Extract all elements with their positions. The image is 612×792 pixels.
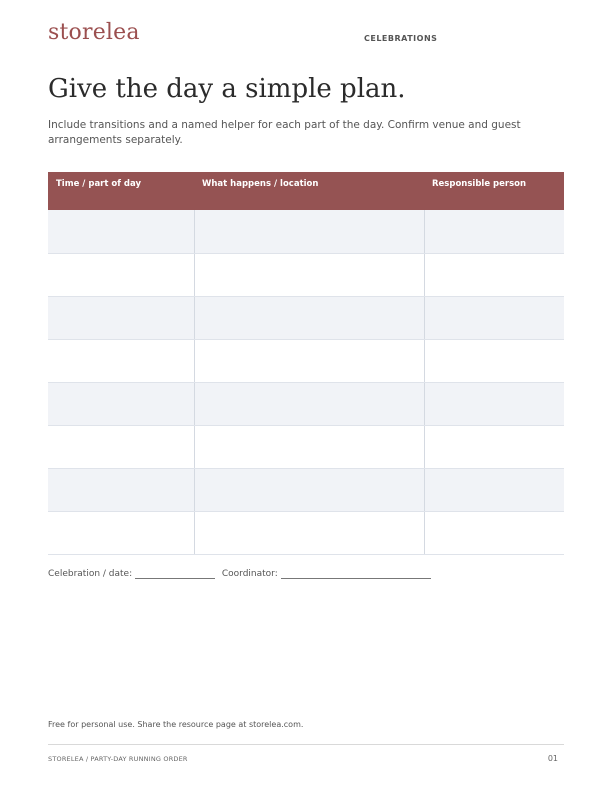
time-cell[interactable] (48, 210, 194, 253)
date-field-label: Celebration / date: (48, 569, 133, 579)
table-row (48, 210, 564, 253)
responsible-cell[interactable] (424, 296, 564, 339)
brand-logo: storelea (48, 20, 140, 45)
responsible-cell[interactable] (424, 210, 564, 253)
date-field[interactable] (135, 570, 215, 579)
intro-text: Include transitions and a named helper for each part of the day. Confirm venue and guest arrangements separately. (48, 119, 521, 146)
time-cell[interactable] (48, 382, 194, 425)
time-cell[interactable] (48, 253, 194, 296)
coordinator-field[interactable] (281, 570, 431, 579)
table-row (48, 339, 564, 382)
page-title: Give the day a simple plan. (48, 74, 406, 104)
activity-cell[interactable] (194, 468, 424, 511)
table-row (48, 253, 564, 296)
table-row (48, 468, 564, 511)
form-fields (48, 569, 431, 579)
activity-cell[interactable] (194, 210, 424, 253)
footer-doc-label: STORELEA / PARTY-DAY RUNNING ORDER (48, 755, 188, 763)
activity-cell[interactable] (194, 511, 424, 554)
column-header-activity: What happens / location (194, 172, 424, 210)
table-header-row (48, 172, 564, 210)
time-cell[interactable] (48, 468, 194, 511)
usage-note: Free for personal use. Share the resource page at storelea.com. (48, 720, 304, 729)
activity-cell[interactable] (194, 339, 424, 382)
footer-divider (48, 744, 564, 745)
responsible-cell[interactable] (424, 339, 564, 382)
activity-cell[interactable] (194, 382, 424, 425)
time-cell[interactable] (48, 296, 194, 339)
responsible-cell[interactable] (424, 425, 564, 468)
table-row (48, 425, 564, 468)
responsible-cell[interactable] (424, 382, 564, 425)
section-label: CELEBRATIONS (364, 34, 438, 43)
activity-cell[interactable] (194, 253, 424, 296)
responsible-cell[interactable] (424, 511, 564, 554)
running-order-table (48, 172, 564, 555)
table-row (48, 296, 564, 339)
responsible-cell[interactable] (424, 468, 564, 511)
activity-cell[interactable] (194, 425, 424, 468)
time-cell[interactable] (48, 425, 194, 468)
table-row (48, 511, 564, 554)
coordinator-field-label: Coordinator: (221, 569, 278, 579)
column-header-responsible: Responsible person (424, 172, 564, 210)
page-number: 01 (547, 754, 558, 763)
responsible-cell[interactable] (424, 253, 564, 296)
time-cell[interactable] (48, 511, 194, 554)
activity-cell[interactable] (194, 296, 424, 339)
column-header-time: Time / part of day (48, 172, 194, 210)
table-row (48, 382, 564, 425)
time-cell[interactable] (48, 339, 194, 382)
